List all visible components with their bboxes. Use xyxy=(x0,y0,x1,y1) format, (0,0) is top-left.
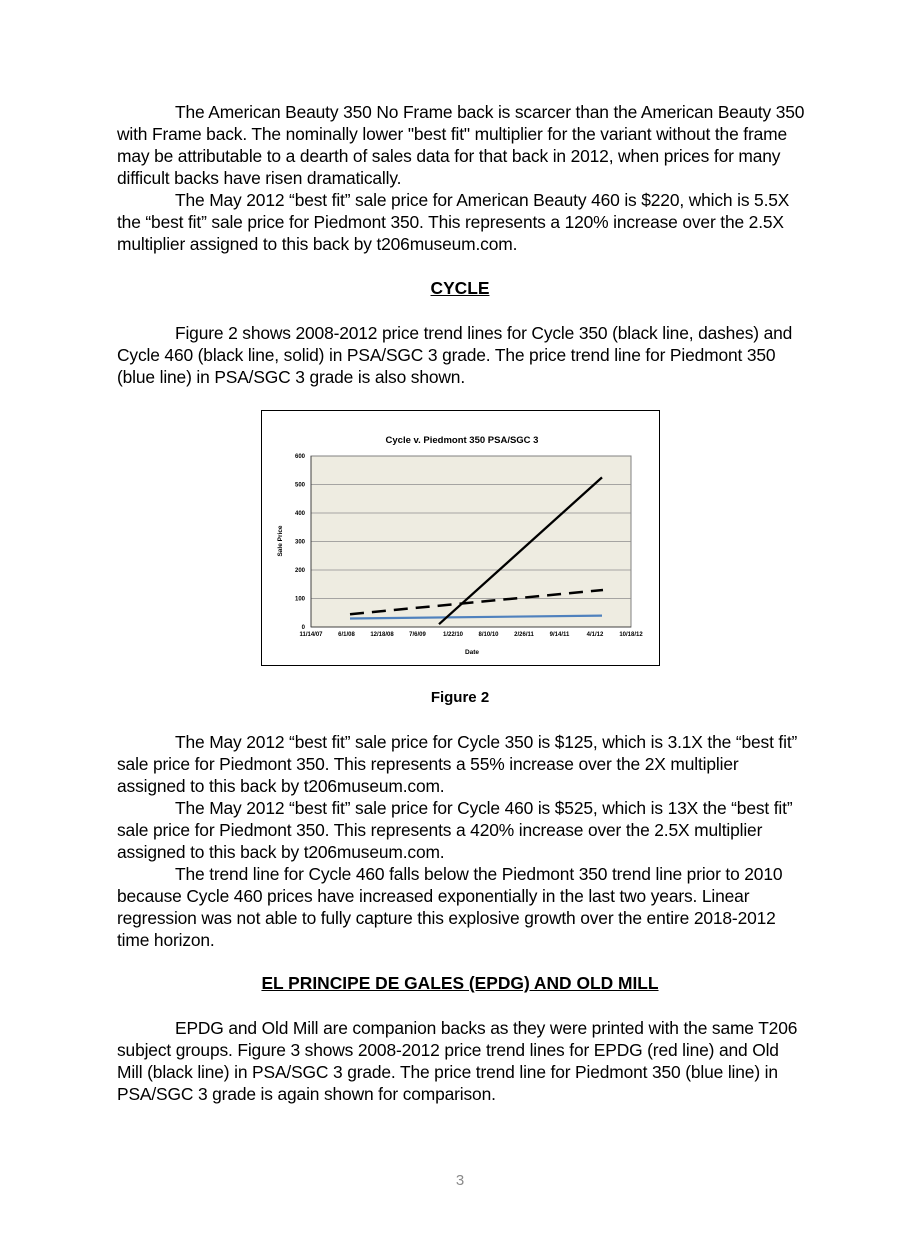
cycle-discussion xyxy=(117,731,807,951)
y-axis-label: Sale Price xyxy=(277,525,284,557)
svg-text:9/14/11: 9/14/11 xyxy=(549,632,570,638)
section-heading-epdg: EL PRINCIPE DE GALES (EPDG) AND OLD MILL xyxy=(261,973,659,993)
paragraph: The trend line for Cycle 460 falls below the Piedmont 350 trend line prior to 2010 because Cycle 460 prices have increased exponentially in the last two years. Linear regression was not able to fully capture this explosive growth over the entire 2018-2012 time horizon. xyxy=(117,864,783,950)
y-axis-ticks xyxy=(295,454,306,631)
section-intro xyxy=(117,101,807,255)
page-number: 3 xyxy=(455,1172,465,1189)
svg-text:8/10/10: 8/10/10 xyxy=(478,632,499,638)
paragraph: The American Beauty 350 No Frame back is scarcer than the American Beauty 350 with Frame back. The nominally lower "best fit" multiplier for the variant without the frame may be attributable to a dearth of sales data for that back in 2012, when prices for many difficult backs have risen dramatically. xyxy=(117,102,805,188)
svg-text:2/26/11: 2/26/11 xyxy=(514,632,534,638)
svg-text:12/18/08: 12/18/08 xyxy=(370,632,394,638)
x-axis-ticks xyxy=(299,632,643,638)
x-axis-label: Date xyxy=(464,649,480,656)
svg-text:4/1/12: 4/1/12 xyxy=(586,632,604,638)
line-chart xyxy=(262,411,659,665)
paragraph: EPDG and Old Mill are companion backs as they were printed with the same T206 subject groups. Figure 3 shows 2008-2012 price trend lines for EPDG (red line) and Old Mill (black line) in PSA/SGC 3 grade. The price trend line for Piedmont 350 (blue line) in PSA/SGC 3 grade is again shown for comparison. xyxy=(117,1018,798,1104)
figure-2-chart xyxy=(261,410,660,666)
chart-title: Cycle v. Piedmont 350 PSA/SGC 3 xyxy=(385,435,539,446)
svg-text:200: 200 xyxy=(294,568,305,574)
paragraph: Figure 2 shows 2008-2012 price trend lines for Cycle 350 (black line, dashes) and Cycle 460 (black line, solid) in PSA/SGC 3 grade. The price trend line for Piedmont 350 (blue line) in PSA/SGC 3 grade is also shown. xyxy=(117,323,793,387)
svg-text:300: 300 xyxy=(294,539,305,546)
cycle-intro xyxy=(117,322,807,388)
svg-text:500: 500 xyxy=(294,482,305,489)
svg-text:400: 400 xyxy=(294,511,305,517)
svg-text:10/18/12: 10/18/12 xyxy=(619,632,643,638)
svg-text:0: 0 xyxy=(301,625,305,631)
svg-text:7/6/09: 7/6/09 xyxy=(409,632,426,638)
figure-caption: Figure 2 xyxy=(430,689,490,706)
svg-text:1/22/10: 1/22/10 xyxy=(442,632,464,638)
svg-text:11/14/07: 11/14/07 xyxy=(299,632,323,638)
svg-text:100: 100 xyxy=(294,596,305,603)
paragraph: The May 2012 “best fit” sale price for American Beauty 460 is $220, which is 5.5X the “best fit” sale price for Piedmont 350. This represents a 120% increase over the 2.5X multiplier assigned to this back by t206museum.com. xyxy=(117,190,790,254)
section-heading-cycle: CYCLE xyxy=(430,278,490,298)
svg-text:6/1/08: 6/1/08 xyxy=(338,632,355,638)
paragraph: The May 2012 “best fit” sale price for Cycle 350 is $125, which is 3.1X the “best fit” sale price for Piedmont 350. This represents a 55% increase over the 2X multiplier assigned to this back by t206museum.com. xyxy=(117,732,798,796)
svg-text:600: 600 xyxy=(294,454,305,460)
epdg-intro xyxy=(117,1017,807,1105)
paragraph: The May 2012 “best fit” sale price for Cycle 460 is $525, which is 13X the “best fit” sale price for Piedmont 350. This represents a 420% increase over the 2.5X multiplier assigned to this back by t206museum.com. xyxy=(117,798,793,862)
